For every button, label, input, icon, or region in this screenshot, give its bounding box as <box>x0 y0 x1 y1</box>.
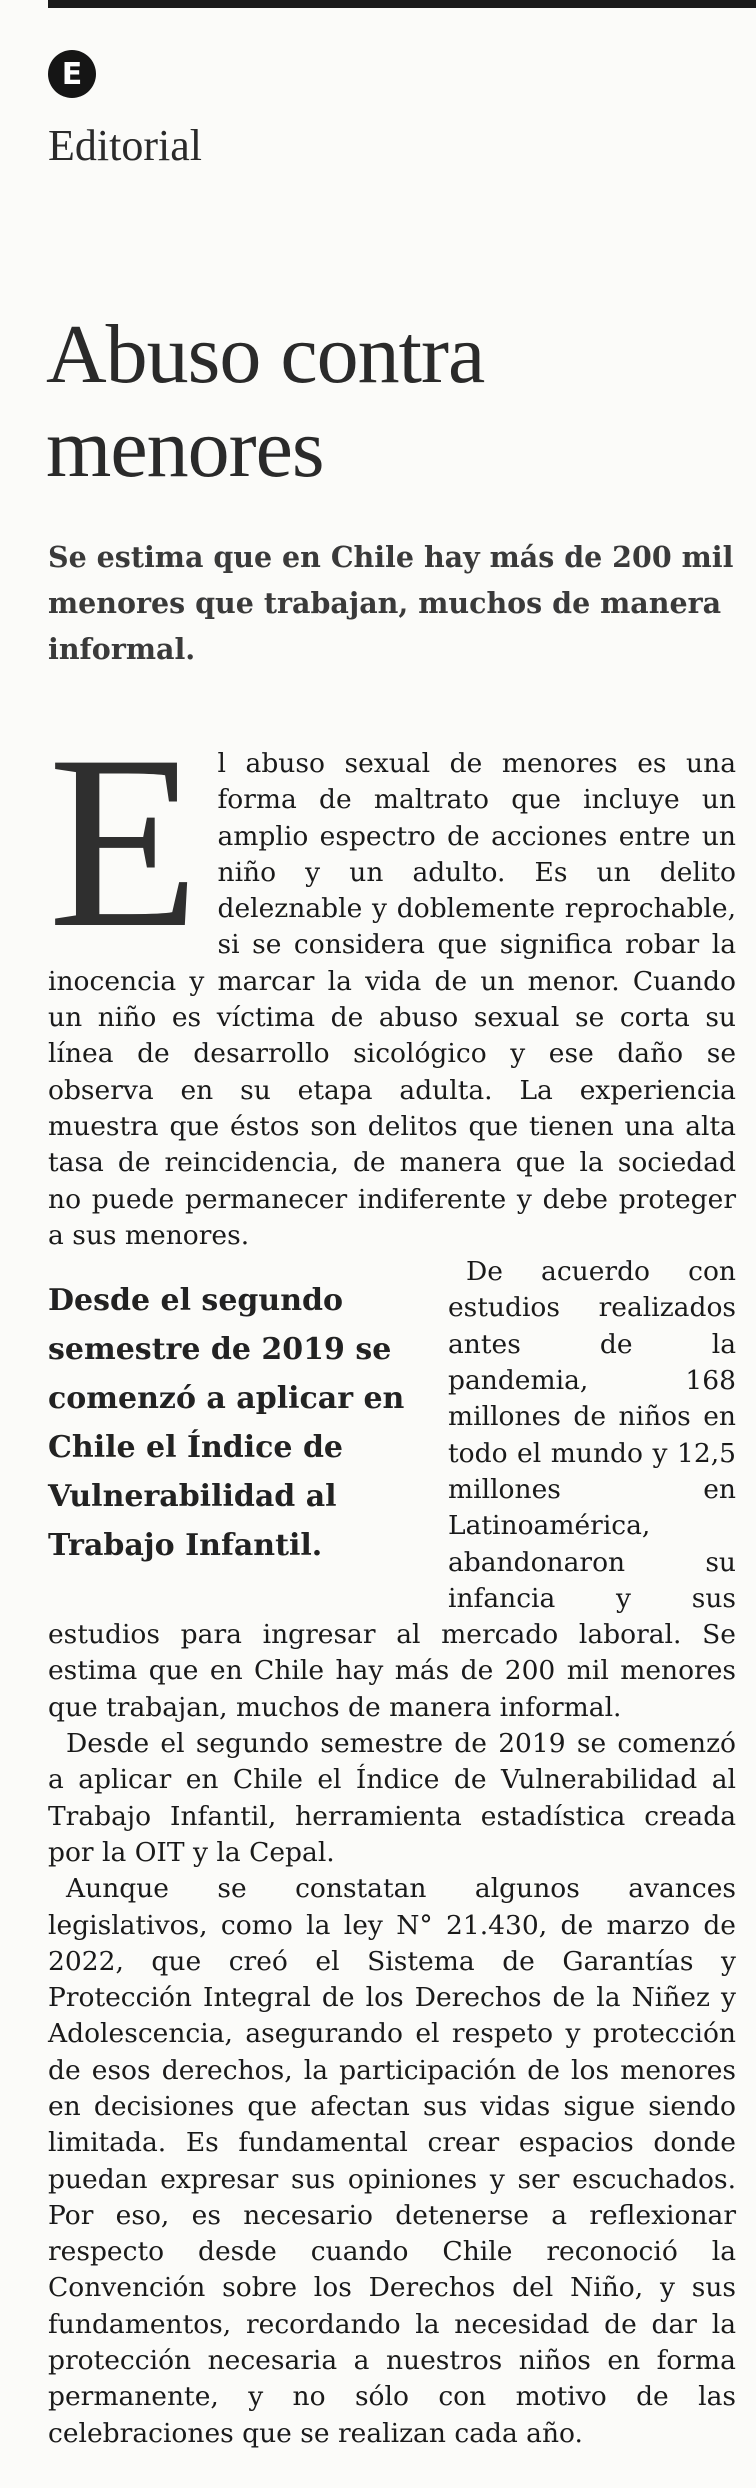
section-label: Editorial <box>48 121 202 170</box>
paragraph-3: Desde el segundo semestre de 2019 se comenzó a aplicar en Chile el Índice de Vulnerabilidad al Trabajo Infantil, herramienta estadística creada por la OIT y la Cepal. <box>48 1728 736 1868</box>
deck: Se estima que en Chile hay más de 200 mil menores que trabajan, muchos de manera informal. <box>48 540 734 666</box>
paragraph-1 <box>48 704 736 1254</box>
paragraph-1-text: l abuso sexual de menores es una forma de maltrato que incluye un amplio espectro de acciones entre un niño y un adulto. Es un delito deleznable y doblemente reprochable, si se considera que significa robar la inocencia y marcar la vida de un menor. Cuando un niño es víctima de abuso sexual se corta su línea de desarrollo sicológico y ese daño se observa en su etapa adulta. La experiencia muestra que éstos son delitos que tienen una alta tasa de reincidencia, de manera que la sociedad no puede permanecer indiferente y debe proteger a sus menores. <box>48 748 736 1251</box>
article-body <box>48 704 736 2452</box>
drop-cap: E <box>48 704 200 979</box>
paragraph-2-text: De acuerdo con estudios realizados antes de la pandemia, 168 millones de niños en todo el mundo y 12,5 millones en Latinoamérica, abandonaron su infancia y sus estudios para ingresar al mercado laboral. Se estima que en Chile hay más de 200 mil menores que trabajan, muchos de manera informal. <box>48 1256 736 1723</box>
top-rule <box>48 0 756 8</box>
pull-quote: Desde el segundo semestre de 2019 se comenzó a aplicar en Chile el Índice de Vulnerabilidad al Trabajo Infantil. <box>48 1283 405 1564</box>
editorial-badge: E <box>48 50 96 98</box>
paragraph-4: Aunque se constatan algunos avances legislativos, como la ley N° 21.430, de marzo de 2022, que creó el Sistema de Garantías y Protección Integral de los Derechos de la Niñez y Adolescencia, asegurando el respeto y protección de esos derechos, la participación de los menores en decisiones que afectan sus vidas sigue siendo limitada. Es fundamental crear espacios donde puedan expresar sus opiniones y ser escuchados. Por eso, es necesario detenerse a reflexionar respecto desde cuando Chile reconoció la Convención sobre los Derechos del Niño, y sus fundamentos, recordando la necesidad de dar la protección necesaria a nuestros niños en forma permanente, y no sólo con motivo de las celebraciones que se realizan cada año. <box>48 1873 736 2449</box>
paragraph-2 <box>48 1254 736 1726</box>
headline: Abuso contra menores <box>46 308 485 495</box>
